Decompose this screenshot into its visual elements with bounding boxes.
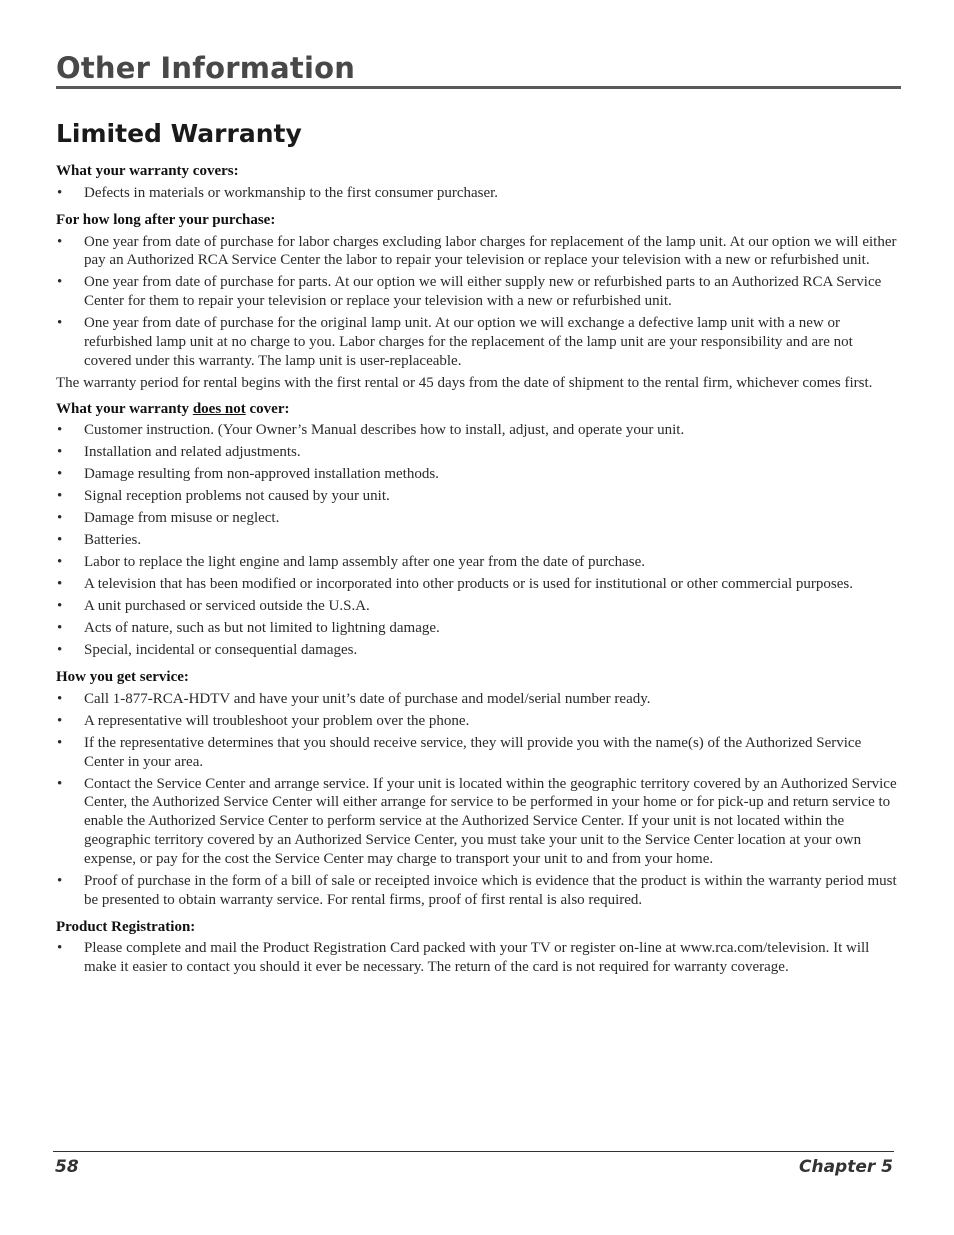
list-item-text: Damage resulting from non-approved installation methods. bbox=[84, 466, 439, 483]
list-item-text: One year from date of purchase for labor charges excluding labor charges for replacement of the lamp unit. At our option we will either pay an Authorized RCA Service Center the labor to repair your television or replace your television with a new or refurbished unit. bbox=[84, 233, 897, 269]
bullet-icon: • bbox=[57, 940, 63, 957]
list-item-text: Installation and related adjustments. bbox=[84, 444, 301, 461]
bullet-icon: • bbox=[57, 488, 63, 505]
covers-list bbox=[56, 184, 901, 203]
duration-list bbox=[56, 233, 901, 371]
not-covered-list bbox=[56, 421, 901, 660]
list-item-text: Contact the Service Center and arrange service. If your unit is located within the geographic territory covered by an Authorized Service Center, the Authorized Service Center will either arrange for service to be performed in your home or for pick-up and return service to enable the Authorized Service Center to perform service at the Authorized Service Center. If your unit is not located within the geographic territory covered by an Authorized Service Center, you must take your unit to the Service Center location at your own expense, or pay for the cost the Service Center may charge to transport your unit to and from your home. bbox=[84, 775, 897, 867]
page-number: 58 bbox=[55, 1157, 79, 1177]
duration-heading: For how long after your purchase: bbox=[56, 211, 276, 228]
list-item-text: Batteries. bbox=[84, 532, 142, 549]
not-covered-heading-emphasis: does not bbox=[192, 400, 246, 417]
page-heading: Limited Warranty bbox=[56, 119, 302, 148]
not-covered-heading-suffix: cover: bbox=[249, 400, 290, 417]
list-item-text: One year from date of purchase for parts. At our option we will either supply new or refurbished parts to an Authorized RCA Service Center for them to repair your television or replace your television with a new or refurbished unit. bbox=[84, 274, 882, 310]
warranty-content bbox=[56, 162, 901, 980]
chapter-label: Chapter 5 bbox=[798, 1157, 893, 1177]
bullet-icon: • bbox=[57, 712, 63, 729]
list-item-text: A representative will troubleshoot your problem over the phone. bbox=[84, 712, 470, 729]
footer-rule bbox=[53, 1151, 894, 1152]
list-item bbox=[56, 619, 901, 638]
bullet-icon: • bbox=[57, 576, 63, 593]
list-item-text: Defects in materials or workmanship to the first consumer purchaser. bbox=[84, 184, 499, 201]
list-item-text: Customer instruction. (Your Owner’s Manual describes how to install, adjust, and operate your unit. bbox=[84, 422, 685, 439]
list-item bbox=[56, 939, 901, 977]
list-item bbox=[56, 553, 901, 572]
bullet-icon: • bbox=[57, 466, 63, 483]
registration-list bbox=[56, 939, 901, 977]
bullet-icon: • bbox=[57, 532, 63, 549]
title-rule bbox=[56, 86, 901, 89]
list-item-text: One year from date of purchase for the original lamp unit. At our option we will exchange a defective lamp unit with a new or refurbished lamp unit at no charge to you. Labor charges for the replacement of the lamp unit are your responsibility and are not covered under this warranty. The lamp unit is user-replaceable. bbox=[84, 315, 853, 369]
list-item bbox=[56, 509, 901, 528]
bullet-icon: • bbox=[57, 184, 63, 201]
service-list bbox=[56, 690, 901, 910]
list-item-text: Labor to replace the light engine and lamp assembly after one year from the date of purchase. bbox=[84, 554, 646, 571]
list-item-text: A unit purchased or serviced outside the U.S.A. bbox=[84, 598, 370, 615]
bullet-icon: • bbox=[57, 642, 63, 659]
list-item bbox=[56, 690, 901, 709]
bullet-icon: • bbox=[57, 274, 63, 291]
not-covered-heading-prefix: What your warranty bbox=[56, 400, 190, 417]
list-item bbox=[56, 184, 901, 203]
covers-heading: What your warranty covers: bbox=[56, 163, 239, 179]
list-item bbox=[56, 531, 901, 550]
bullet-icon: • bbox=[57, 690, 63, 707]
list-item-text: Call 1-877-RCA-HDTV and have your unit’s date of purchase and model/serial number ready. bbox=[84, 690, 651, 707]
bullet-icon: • bbox=[57, 315, 63, 332]
bullet-icon: • bbox=[57, 598, 63, 615]
list-item bbox=[56, 734, 901, 772]
list-item bbox=[56, 641, 901, 660]
list-item-text: If the representative determines that you should receive service, they will provide you with the name(s) of the Authorized Service Center in your area. bbox=[84, 734, 862, 770]
list-item-text: A television that has been modified or incorporated into other products or is used for institutional or other commercial purposes. bbox=[84, 576, 853, 593]
list-item bbox=[56, 314, 901, 370]
bullet-icon: • bbox=[57, 872, 63, 889]
list-item bbox=[56, 597, 901, 616]
registration-heading: Product Registration: bbox=[56, 918, 196, 935]
bullet-icon: • bbox=[57, 510, 63, 527]
list-item-text: Signal reception problems not caused by your unit. bbox=[84, 488, 390, 505]
list-item bbox=[56, 487, 901, 506]
list-item bbox=[56, 465, 901, 484]
bullet-icon: • bbox=[57, 775, 63, 792]
bullet-icon: • bbox=[57, 554, 63, 571]
section-title: Other Information bbox=[56, 51, 356, 85]
service-heading: How you get service: bbox=[56, 669, 189, 686]
bullet-icon: • bbox=[57, 422, 63, 439]
list-item bbox=[56, 443, 901, 462]
list-item bbox=[56, 712, 901, 731]
not-covered-heading bbox=[56, 400, 901, 419]
list-item-text: Damage from misuse or neglect. bbox=[84, 510, 280, 527]
list-item bbox=[56, 233, 901, 271]
list-item bbox=[56, 872, 901, 910]
list-item-text: Special, incidental or consequential damages. bbox=[84, 642, 358, 659]
list-item bbox=[56, 273, 901, 311]
bullet-icon: • bbox=[57, 233, 63, 250]
bullet-icon: • bbox=[57, 734, 63, 751]
list-item-text: Please complete and mail the Product Registration Card packed with your TV or register on-line at www.rca.com/television. It will make it easier to contact you should it ever be necessary. The return of the card is not required for warranty coverage. bbox=[84, 940, 870, 976]
list-item-text: Acts of nature, such as but not limited to lightning damage. bbox=[84, 620, 440, 637]
list-item bbox=[56, 421, 901, 440]
rental-note: The warranty period for rental begins with the first rental or 45 days from the date of shipment to the rental firm, whichever comes first. bbox=[56, 374, 873, 391]
bullet-icon: • bbox=[57, 620, 63, 637]
list-item-text: Proof of purchase in the form of a bill of sale or receipted invoice which is evidence that the product is within the warranty period must be presented to obtain warranty service. For rental firms, proof of first rental is also required. bbox=[84, 872, 897, 908]
bullet-icon: • bbox=[57, 444, 63, 461]
list-item bbox=[56, 575, 901, 594]
list-item bbox=[56, 775, 901, 869]
